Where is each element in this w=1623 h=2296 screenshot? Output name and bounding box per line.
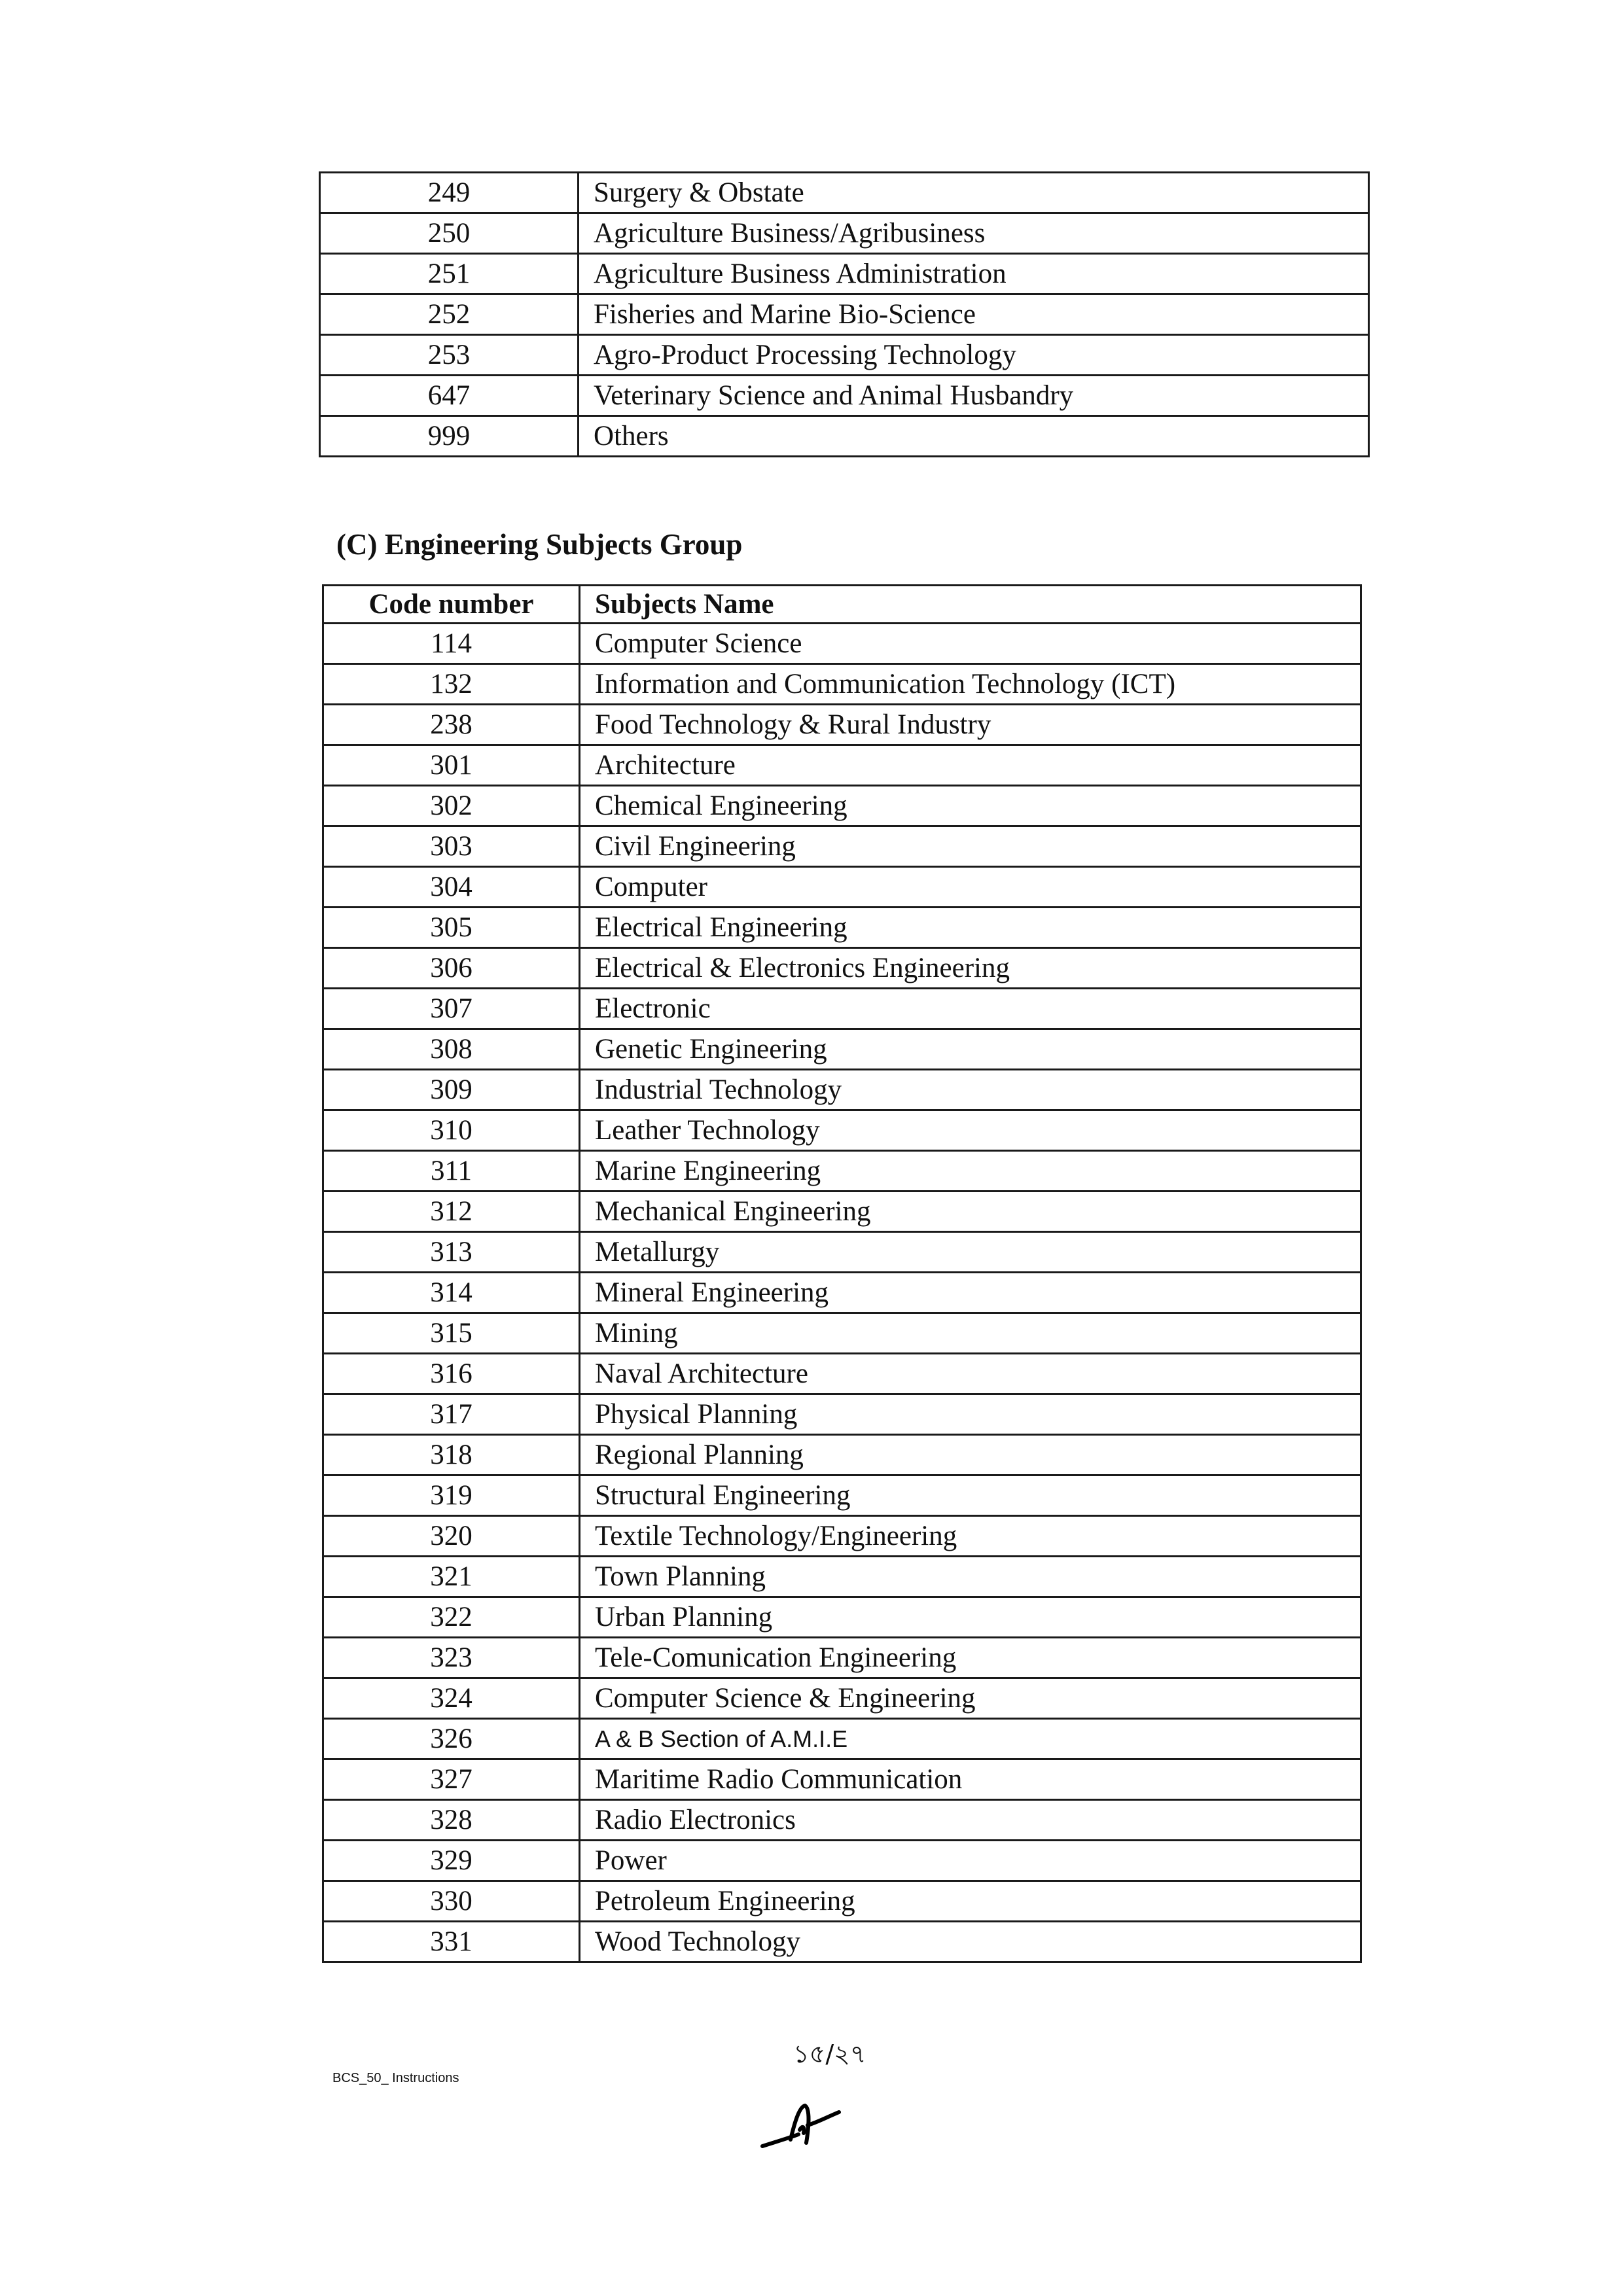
code-cell: 317 bbox=[323, 1394, 580, 1435]
code-cell: 305 bbox=[323, 908, 580, 948]
code-cell: 309 bbox=[323, 1070, 580, 1110]
subject-name-cell: Structural Engineering bbox=[580, 1475, 1361, 1516]
code-cell: 318 bbox=[323, 1435, 580, 1475]
subject-name-cell: Naval Architecture bbox=[580, 1354, 1361, 1394]
subject-name-cell: Electrical Engineering bbox=[580, 908, 1361, 948]
subject-name-cell: Mining bbox=[580, 1313, 1361, 1354]
table-row bbox=[323, 1881, 1361, 1922]
subject-name-cell: Power bbox=[580, 1841, 1361, 1881]
subject-name-cell: Wood Technology bbox=[580, 1922, 1361, 1962]
table-row bbox=[323, 1313, 1361, 1354]
table-row bbox=[323, 1029, 1361, 1070]
subject-name-cell: Radio Electronics bbox=[580, 1800, 1361, 1841]
code-cell: 307 bbox=[323, 989, 580, 1029]
table-row bbox=[323, 989, 1361, 1029]
code-cell: 306 bbox=[323, 948, 580, 989]
subject-name-cell: Fisheries and Marine Bio-Science bbox=[579, 294, 1369, 335]
code-cell: 323 bbox=[323, 1638, 580, 1678]
table-row bbox=[323, 867, 1361, 908]
table-row bbox=[323, 908, 1361, 948]
subject-name-cell: Regional Planning bbox=[580, 1435, 1361, 1475]
code-cell: 250 bbox=[320, 213, 579, 254]
subject-name-cell: Computer Science bbox=[580, 624, 1361, 664]
subject-name-cell: Architecture bbox=[580, 745, 1361, 786]
table-row bbox=[320, 416, 1369, 457]
code-cell: 326 bbox=[323, 1719, 580, 1759]
table-row bbox=[320, 173, 1369, 213]
subject-name-cell: Textile Technology/Engineering bbox=[580, 1516, 1361, 1557]
code-cell: 302 bbox=[323, 786, 580, 826]
code-cell: 310 bbox=[323, 1110, 580, 1151]
table-row bbox=[323, 664, 1361, 705]
subject-name-cell: Mineral Engineering bbox=[580, 1273, 1361, 1313]
code-cell: 132 bbox=[323, 664, 580, 705]
section-heading: (C) Engineering Subjects Group bbox=[336, 528, 743, 561]
table-header-row bbox=[323, 586, 1361, 624]
code-cell: 331 bbox=[323, 1922, 580, 1962]
table-row bbox=[323, 1151, 1361, 1192]
code-cell: 315 bbox=[323, 1313, 580, 1354]
code-cell: 319 bbox=[323, 1475, 580, 1516]
table-row bbox=[323, 1800, 1361, 1841]
table-row bbox=[323, 1719, 1361, 1759]
table-row bbox=[323, 1638, 1361, 1678]
subject-name-cell: Surgery & Obstate bbox=[579, 173, 1369, 213]
subjects-table-continued bbox=[319, 171, 1370, 457]
subject-name-cell: Computer Science & Engineering bbox=[580, 1678, 1361, 1719]
code-cell: 251 bbox=[320, 254, 579, 294]
subject-name-cell: Food Technology & Rural Industry bbox=[580, 705, 1361, 745]
code-cell: 328 bbox=[323, 1800, 580, 1841]
subject-name-cell: Physical Planning bbox=[580, 1394, 1361, 1435]
table-row bbox=[323, 1597, 1361, 1638]
document-id: BCS_50_ Instructions bbox=[332, 2071, 459, 2085]
table-row bbox=[323, 1435, 1361, 1475]
table-row bbox=[323, 1192, 1361, 1232]
code-cell: 316 bbox=[323, 1354, 580, 1394]
table-row bbox=[323, 1922, 1361, 1962]
subject-name-cell: Genetic Engineering bbox=[580, 1029, 1361, 1070]
code-cell: 303 bbox=[323, 826, 580, 867]
code-cell: 330 bbox=[323, 1881, 580, 1922]
table-row bbox=[323, 1273, 1361, 1313]
table-row bbox=[323, 1516, 1361, 1557]
code-cell: 321 bbox=[323, 1557, 580, 1597]
table-row bbox=[323, 1394, 1361, 1435]
subject-name-cell: Maritime Radio Communication bbox=[580, 1759, 1361, 1800]
table-row bbox=[320, 294, 1369, 335]
subject-name-cell: Metallurgy bbox=[580, 1232, 1361, 1273]
table-row bbox=[323, 1557, 1361, 1597]
table-row bbox=[323, 1678, 1361, 1719]
table-row bbox=[323, 1110, 1361, 1151]
code-cell: 320 bbox=[323, 1516, 580, 1557]
subject-name-cell: Electronic bbox=[580, 989, 1361, 1029]
code-cell: 308 bbox=[323, 1029, 580, 1070]
subject-name-cell: Computer bbox=[580, 867, 1361, 908]
subject-name-cell: Tele-Comunication Engineering bbox=[580, 1638, 1361, 1678]
table-row bbox=[323, 1475, 1361, 1516]
code-cell: 311 bbox=[323, 1151, 580, 1192]
table-row bbox=[320, 213, 1369, 254]
subject-name-cell: Others bbox=[579, 416, 1369, 457]
column-header-code: Code number bbox=[323, 586, 580, 624]
subject-name-cell: Town Planning bbox=[580, 1557, 1361, 1597]
engineering-subjects-table bbox=[322, 584, 1362, 1963]
subject-name-cell: Chemical Engineering bbox=[580, 786, 1361, 826]
subject-name-cell: Petroleum Engineering bbox=[580, 1881, 1361, 1922]
code-cell: 313 bbox=[323, 1232, 580, 1273]
subject-name-cell: A & B Section of A.M.I.E bbox=[580, 1719, 1361, 1759]
table-row bbox=[323, 1841, 1361, 1881]
table-row bbox=[323, 1232, 1361, 1273]
code-cell: 322 bbox=[323, 1597, 580, 1638]
table-row bbox=[320, 376, 1369, 416]
code-cell: 312 bbox=[323, 1192, 580, 1232]
table-row bbox=[323, 624, 1361, 664]
subject-name-cell: Urban Planning bbox=[580, 1597, 1361, 1638]
column-header-subject: Subjects Name bbox=[580, 586, 1361, 624]
code-cell: 252 bbox=[320, 294, 579, 335]
table-row bbox=[323, 745, 1361, 786]
subject-name-cell: Agro-Product Processing Technology bbox=[579, 335, 1369, 376]
code-cell: 647 bbox=[320, 376, 579, 416]
page-number: ১৫/২৭ bbox=[793, 2040, 866, 2068]
code-cell: 238 bbox=[323, 705, 580, 745]
table-row bbox=[323, 948, 1361, 989]
subject-name-cell: Agriculture Business Administration bbox=[579, 254, 1369, 294]
subject-name-cell: Marine Engineering bbox=[580, 1151, 1361, 1192]
table-row bbox=[323, 786, 1361, 826]
code-cell: 253 bbox=[320, 335, 579, 376]
code-cell: 301 bbox=[323, 745, 580, 786]
subject-name-cell: Leather Technology bbox=[580, 1110, 1361, 1151]
subject-name-cell: Electrical & Electronics Engineering bbox=[580, 948, 1361, 989]
table-row bbox=[323, 705, 1361, 745]
subject-name-cell: Agriculture Business/Agribusiness bbox=[579, 213, 1369, 254]
code-cell: 314 bbox=[323, 1273, 580, 1313]
subject-name-cell: Mechanical Engineering bbox=[580, 1192, 1361, 1232]
table-row bbox=[323, 1354, 1361, 1394]
subject-name-cell: Industrial Technology bbox=[580, 1070, 1361, 1110]
signature-icon bbox=[759, 2094, 844, 2153]
code-cell: 327 bbox=[323, 1759, 580, 1800]
code-cell: 324 bbox=[323, 1678, 580, 1719]
table-row bbox=[320, 254, 1369, 294]
subject-name-cell: Information and Communication Technology (ICT) bbox=[580, 664, 1361, 705]
code-cell: 249 bbox=[320, 173, 579, 213]
table-row bbox=[323, 1070, 1361, 1110]
code-cell: 999 bbox=[320, 416, 579, 457]
table-row bbox=[323, 1759, 1361, 1800]
subject-name-cell: Civil Engineering bbox=[580, 826, 1361, 867]
code-cell: 304 bbox=[323, 867, 580, 908]
code-cell: 114 bbox=[323, 624, 580, 664]
table-row bbox=[323, 826, 1361, 867]
table-row bbox=[320, 335, 1369, 376]
code-cell: 329 bbox=[323, 1841, 580, 1881]
subject-name-cell: Veterinary Science and Animal Husbandry bbox=[579, 376, 1369, 416]
